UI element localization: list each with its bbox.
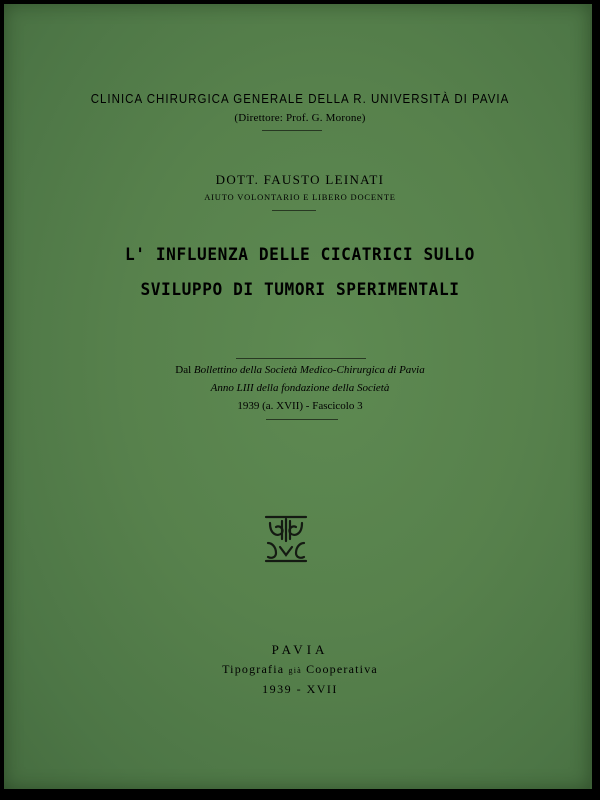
source-line-1 [0, 364, 600, 376]
divider-rule [272, 210, 316, 211]
source-journal: Bollettino della Società Medico-Chirurgica di Pavia [193, 364, 425, 376]
printer-emblem-icon [262, 513, 310, 563]
imprint-year: 1939 - XVII [262, 682, 338, 696]
imprint-city: PAVIA [271, 642, 329, 657]
source-line-3: 1939 (a. XVII) - Fascicolo 3 [237, 400, 363, 412]
divider-rule [236, 358, 366, 359]
director-line: (Direttore: Prof. G. Morone) [234, 112, 366, 124]
title-line-1: L' INFLUENZA DELLE CICATRICI SULLO [125, 245, 475, 265]
divider-rule [262, 130, 322, 131]
institution-heading: CLINICA CHIRURGICA GENERALE DELLA R. UNIVERSITÀ DI PAVIA [90, 92, 510, 106]
author-role: AIUTO VOLONTARIO E LIBERO DOCENTE [204, 192, 396, 202]
author-name: DOTT. FAUSTO LEINATI [215, 172, 385, 187]
printer-name-mid: già [288, 666, 302, 675]
printer-name-a: Tipografia [222, 662, 285, 676]
imprint-printer [0, 662, 600, 677]
printer-name-b: Cooperativa [306, 662, 378, 676]
source-line-2: Anno LIII della fondazione della Società [210, 382, 390, 394]
title-line-2: SVILUPPO DI TUMORI SPERIMENTALI [140, 280, 460, 300]
divider-rule [266, 419, 338, 420]
source-prefix: Dal [175, 364, 192, 376]
